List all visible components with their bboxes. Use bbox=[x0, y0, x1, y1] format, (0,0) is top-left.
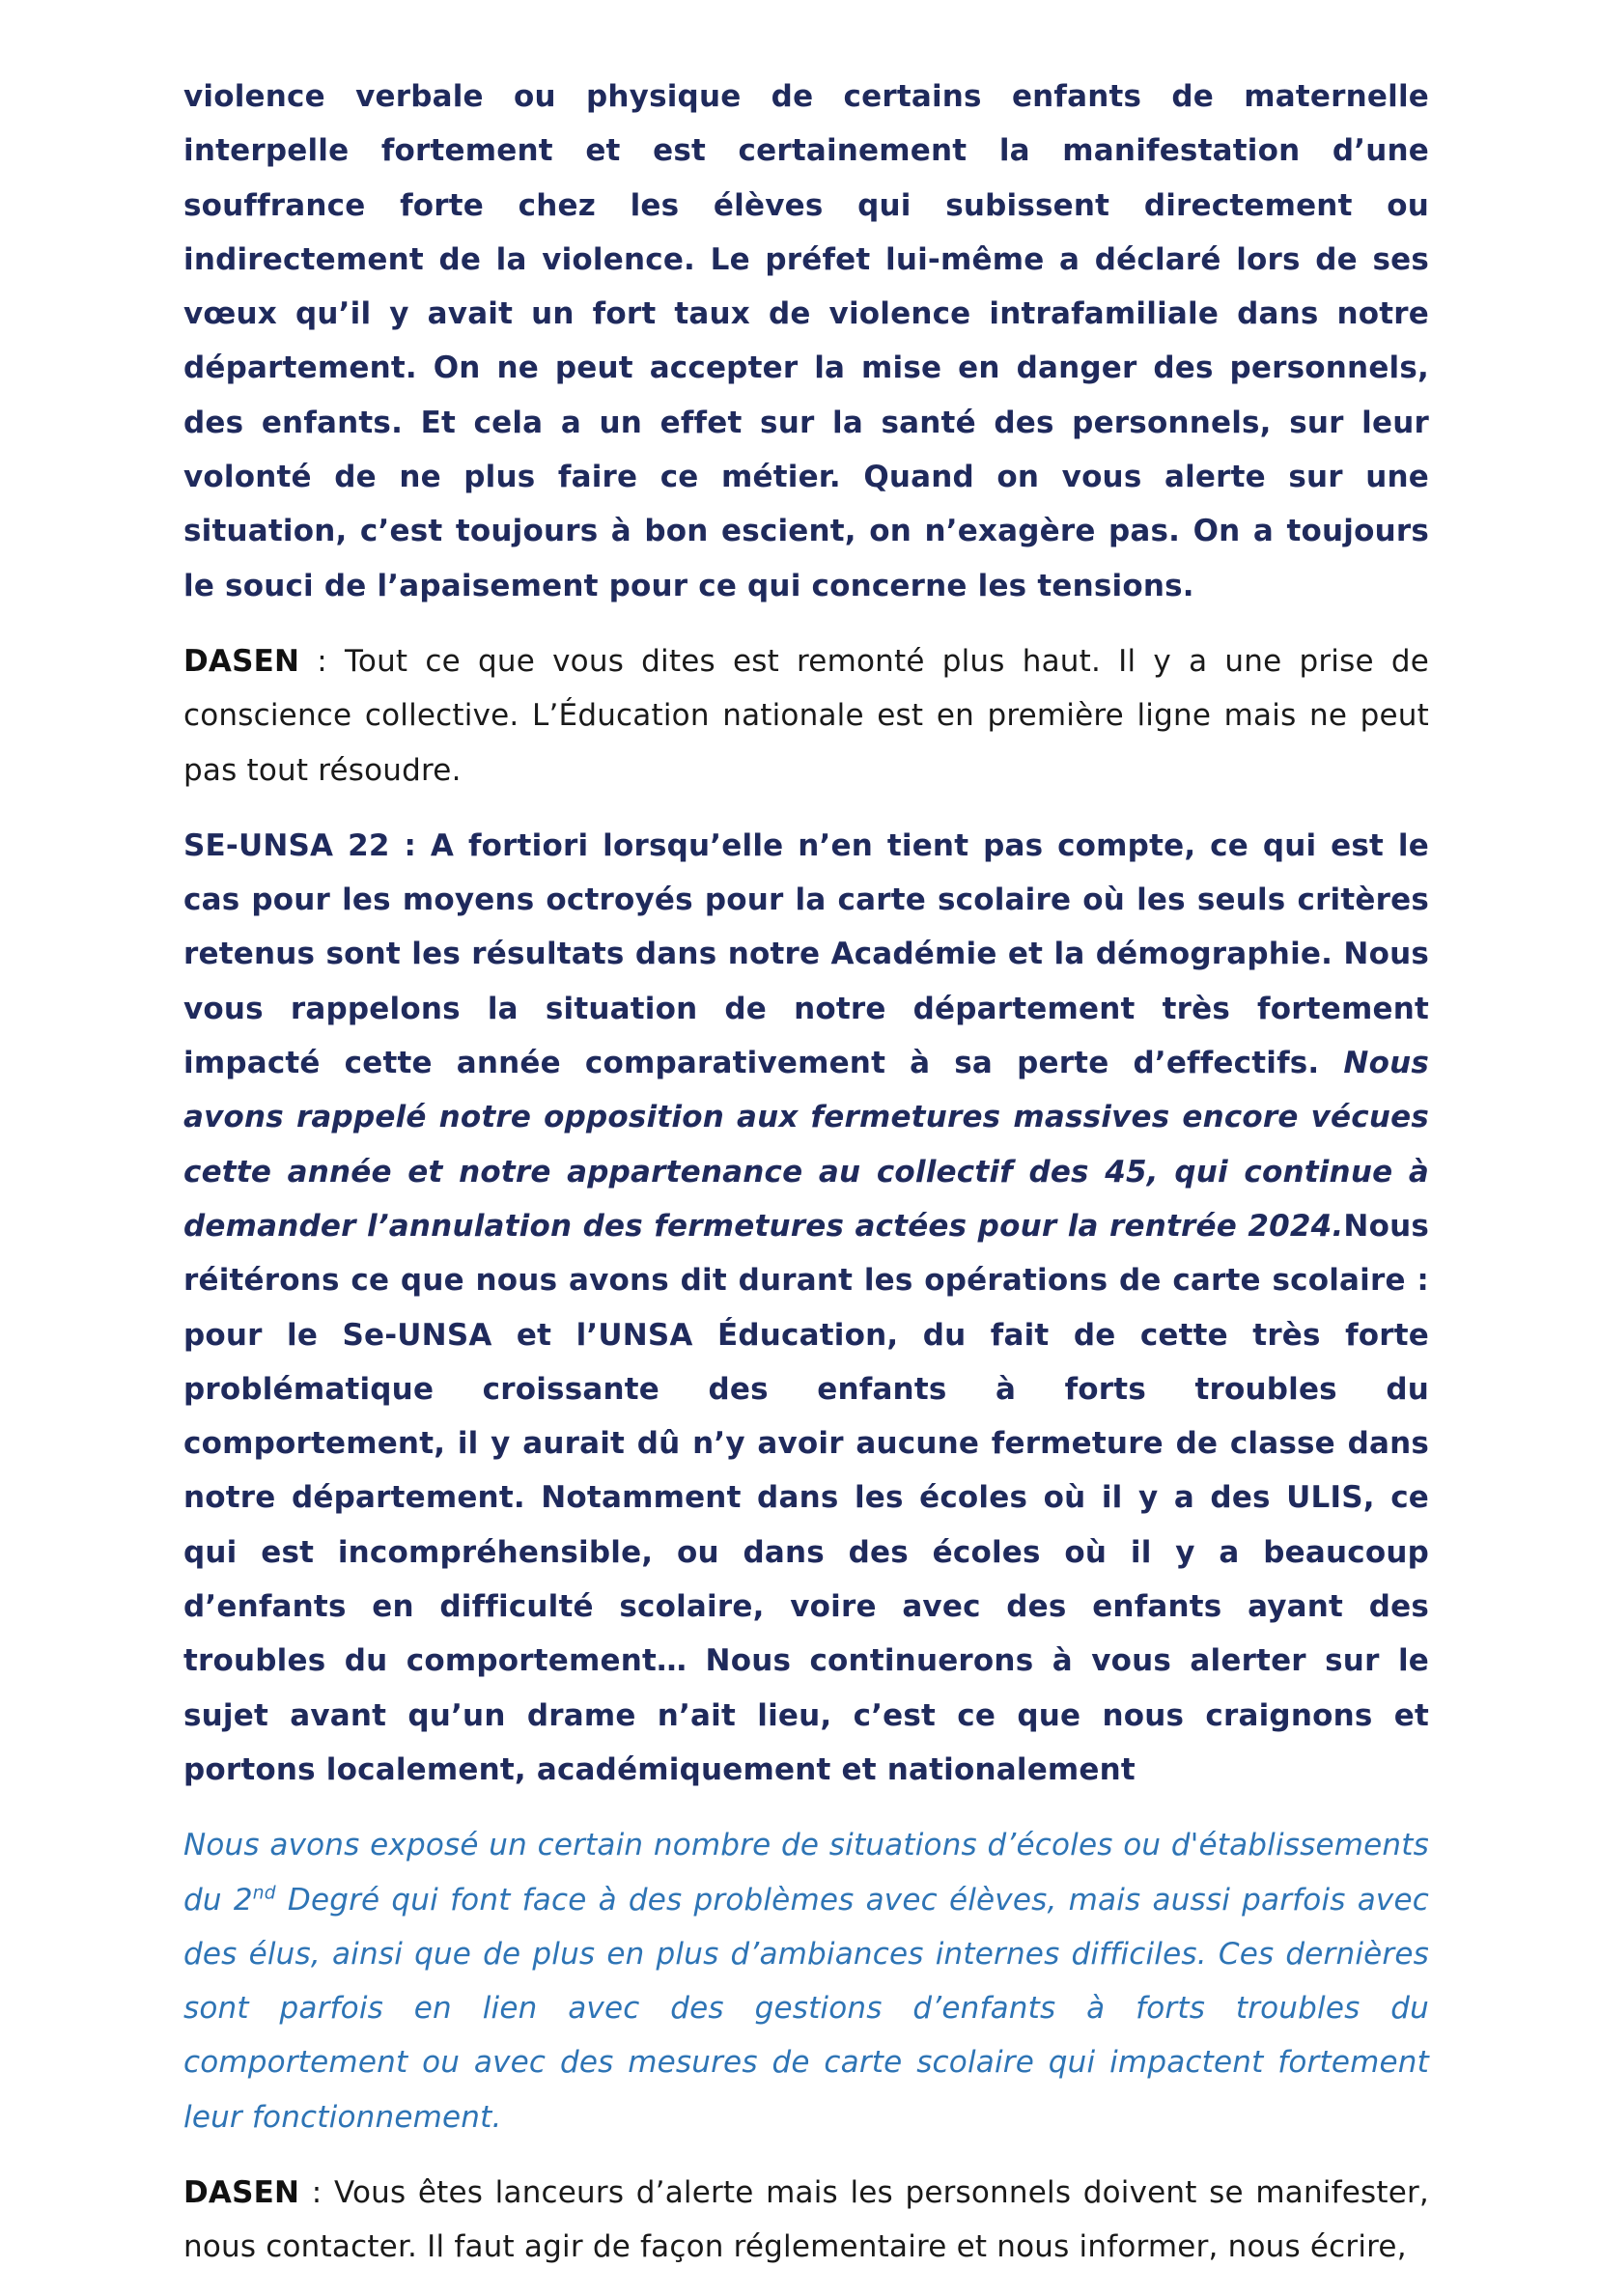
paragraph-se-unsa-violence: violence verbale ou physique de certains enfants de maternelle interpelle fortement et est certainement la manifestation d’une souffrance forte chez les élèves qui subissent directement ou indirectement de la violence. Le préfet lui-même a déclaré lors de ses vœux qu’il y avait un fort taux de violence intrafamiliale dans notre département. On ne peut accepter la mise en danger des personnels, des enfants. Et cela a un effet sur la santé des personnels, sur leur volonté de ne plus faire ce métier. Quand on vous alerte sur une situation, c’est toujours à bon escient, on n’exagère pas. On a toujours le souci de l’apaisement pour ce qui concerne les tensions. bbox=[183, 79, 1429, 603]
dasen-reply-text: : Tout ce que vous dites est remonté plus haut. Il y a une prise de conscience collective. L’Éducation nationale est en première ligne mais ne peut pas tout résoudre. bbox=[183, 643, 1429, 788]
paragraph-dasen-reply-1 bbox=[183, 634, 1429, 798]
situations-text-b: Degré qui font face à des problèmes avec élèves, mais aussi parfois avec des élus, ainsi que de plus en plus d’ambiances internes difficiles. Ces dernières sont parfois en lien avec des gestions d’enfants à forts troubles du comportement ou avec des mesures de carte scolaire qui impactent fortement leur fonctionnement. bbox=[183, 1882, 1429, 2135]
document-page bbox=[183, 70, 1429, 2296]
carte-scolaire-text-a: SE-UNSA 22 : A fortiori lorsqu’elle n’en tient pas compte, ce qui est le cas pour les moyens octroyés pour la carte scolaire où les seuls critères retenus sont les résultats dans notre Académie et la démographie. Nous vous rappelons la situation de notre département très fortement impacté cette année comparativement à sa perte d’effectifs. bbox=[183, 827, 1429, 1081]
carte-scolaire-text-b: Nous réitérons ce que nous avons dit durant les opérations de carte scolaire : pour le Se-UNSA et l’UNSA Éducation, du fait de cette très forte problématique croissante des enfants à forts troubles du comportement, il y aurait dû n’y avoir aucune fermeture de classe dans notre département. Notamment dans les écoles où il y a des ULIS, ce qui est incompréhensible, ou dans des écoles où il y a beaucoup d’enfants en difficulté scolaire, voire avec des enfants ayant des troubles du comportement… Nous continuerons à vous alerter sur le sujet avant qu’un drame n’ait lieu, c’est ce que nous craignons et portons localement, académiquement et nationalement bbox=[183, 1208, 1429, 1787]
dasen-reply-2-text: : Vous êtes lanceurs d’alerte mais les personnels doivent se manifester, nous contacter. Il faut agir de façon réglementaire et nous informer, nous écrire, bbox=[183, 2174, 1429, 2265]
speaker-label: DASEN bbox=[183, 643, 300, 679]
situations-text-a: Nous avons exposé un certain nombre de situations d’écoles ou d'établissements du 2 bbox=[183, 1828, 1429, 1918]
paragraph-se-unsa-carte-scolaire bbox=[183, 819, 1429, 1797]
speaker-label: DASEN bbox=[183, 2174, 300, 2210]
paragraph-situations-summary bbox=[183, 1818, 1429, 2144]
ordinal-superscript: nd bbox=[252, 1883, 276, 1904]
carte-scolaire-italic: Nous avons rappelé notre opposition aux fermetures massives encore vécues cette année et notre appartenance au collectif des 45, qui continue à demander l’annulation des fermetures actées pour la rentrée 2024. bbox=[183, 1046, 1429, 1244]
